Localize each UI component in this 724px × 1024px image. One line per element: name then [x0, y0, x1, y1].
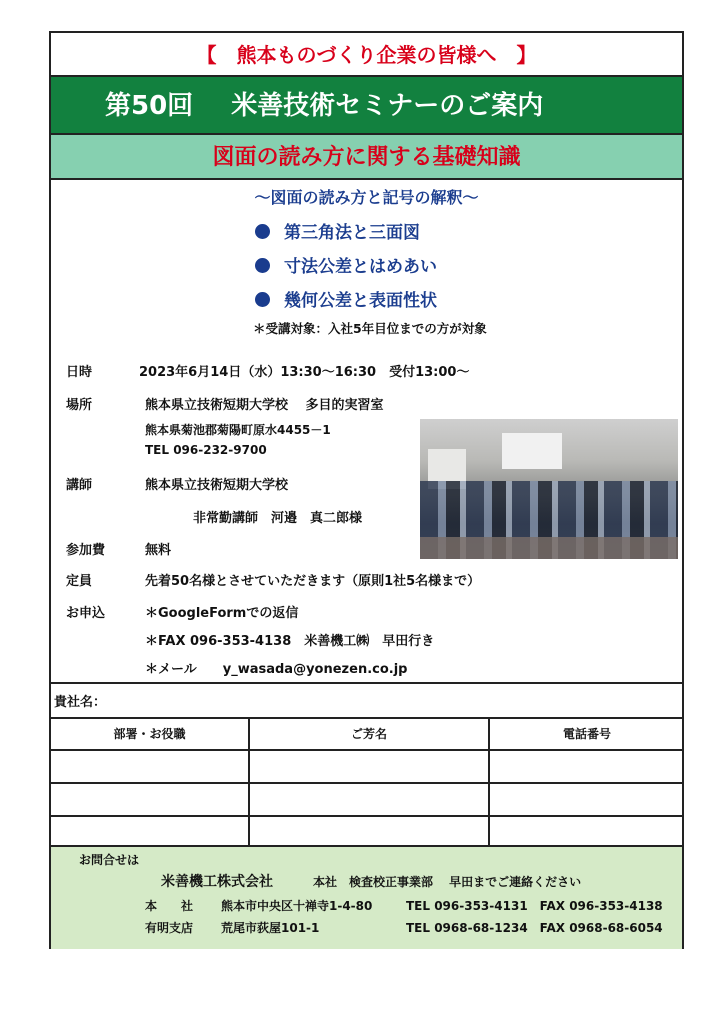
place-label: 場所	[66, 398, 93, 413]
lecturer-name: 非常勤講師 河邉 真二郎様	[193, 511, 363, 526]
seminar-number: 第50回	[105, 91, 194, 121]
seminar-title	[51, 77, 682, 135]
column-header-dept: 部署・お役職	[113, 727, 186, 741]
bullet-icon	[255, 224, 270, 239]
apply-email[interactable]: ＊メール y_wasada@yonezen.co.jp	[145, 662, 408, 677]
audience-banner: 【 熊本ものづくり企業の皆様へ 】	[51, 33, 682, 77]
flyer-frame	[49, 31, 684, 949]
topic-item	[255, 252, 437, 277]
inquiry-label: お問合せは	[79, 853, 140, 867]
column-header-name: ご芳名	[350, 727, 387, 741]
seminar-subtitle: 図面の読み方に関する基礎知識	[51, 135, 682, 180]
apply-google-form: ＊GoogleFormでの返信	[145, 606, 299, 621]
tagline: ～図面の読み方と記号の解釈～	[254, 188, 479, 207]
capacity-label: 定員	[66, 574, 93, 589]
company-label: 貴社名：	[54, 695, 107, 710]
table-row-divider	[51, 749, 682, 751]
topic-label: 寸法公差とはめあい	[284, 257, 437, 277]
place-value: 熊本県立技術短期大学校 多目的実習室	[145, 398, 384, 413]
contact-footer	[51, 847, 682, 949]
table-column-divider	[488, 719, 490, 847]
topic-item	[255, 218, 420, 243]
place-address: 熊本県菊池郡菊陽町原水4455－1	[145, 423, 331, 437]
table-row-divider	[51, 782, 682, 784]
apply-label: お申込	[66, 606, 106, 621]
hq-label: 本 社	[145, 899, 194, 913]
apply-fax: ＊FAX 096-353-4138 米善機工㈱ 早田行き	[145, 634, 435, 649]
hq-address: 熊本市中央区十禅寺1-4-80	[221, 899, 373, 913]
place-tel: TEL 096-232-9700	[145, 443, 267, 457]
lecturer-label: 講師	[66, 478, 93, 493]
branch-address: 荒尾市荻屋101-1	[221, 921, 320, 935]
seminar-name: 米善技術セミナーのご案内	[231, 91, 544, 121]
bullet-icon	[255, 292, 270, 307]
fee-value: 無料	[145, 543, 172, 558]
department: 本社 検査校正事業部 早田までご連絡ください	[313, 875, 582, 889]
table-column-divider	[248, 719, 250, 847]
table-row-divider	[51, 815, 682, 817]
seminar-photo	[420, 419, 678, 559]
lecturer-org: 熊本県立技術短期大学校	[145, 478, 289, 493]
capacity-value: 先着50名様とさせていただきます（原則1社5名様まで）	[145, 574, 481, 589]
hq-contact: TEL 096-353-4131 FAX 096-353-4138	[406, 899, 663, 913]
fee-label: 参加費	[66, 543, 106, 558]
branch-contact: TEL 0968-68-1234 FAX 0968-68-6054	[406, 921, 663, 935]
bullet-icon	[255, 258, 270, 273]
company-name: 米善機工株式会社	[161, 874, 273, 890]
branch-label: 有明支店	[145, 921, 194, 935]
topic-label: 第三角法と三面図	[284, 223, 420, 243]
date-value: 2023年6月14日（水）13:30～16:30 受付13:00～	[139, 365, 470, 380]
column-header-phone: 電話番号	[562, 727, 611, 741]
topic-item	[255, 286, 437, 311]
target-note: ＊受講対象：入社5年目位までの方が対象	[253, 321, 487, 336]
company-name-row[interactable]	[51, 684, 682, 719]
date-label: 日時	[66, 365, 93, 380]
topic-label: 幾何公差と表面性状	[284, 291, 437, 311]
